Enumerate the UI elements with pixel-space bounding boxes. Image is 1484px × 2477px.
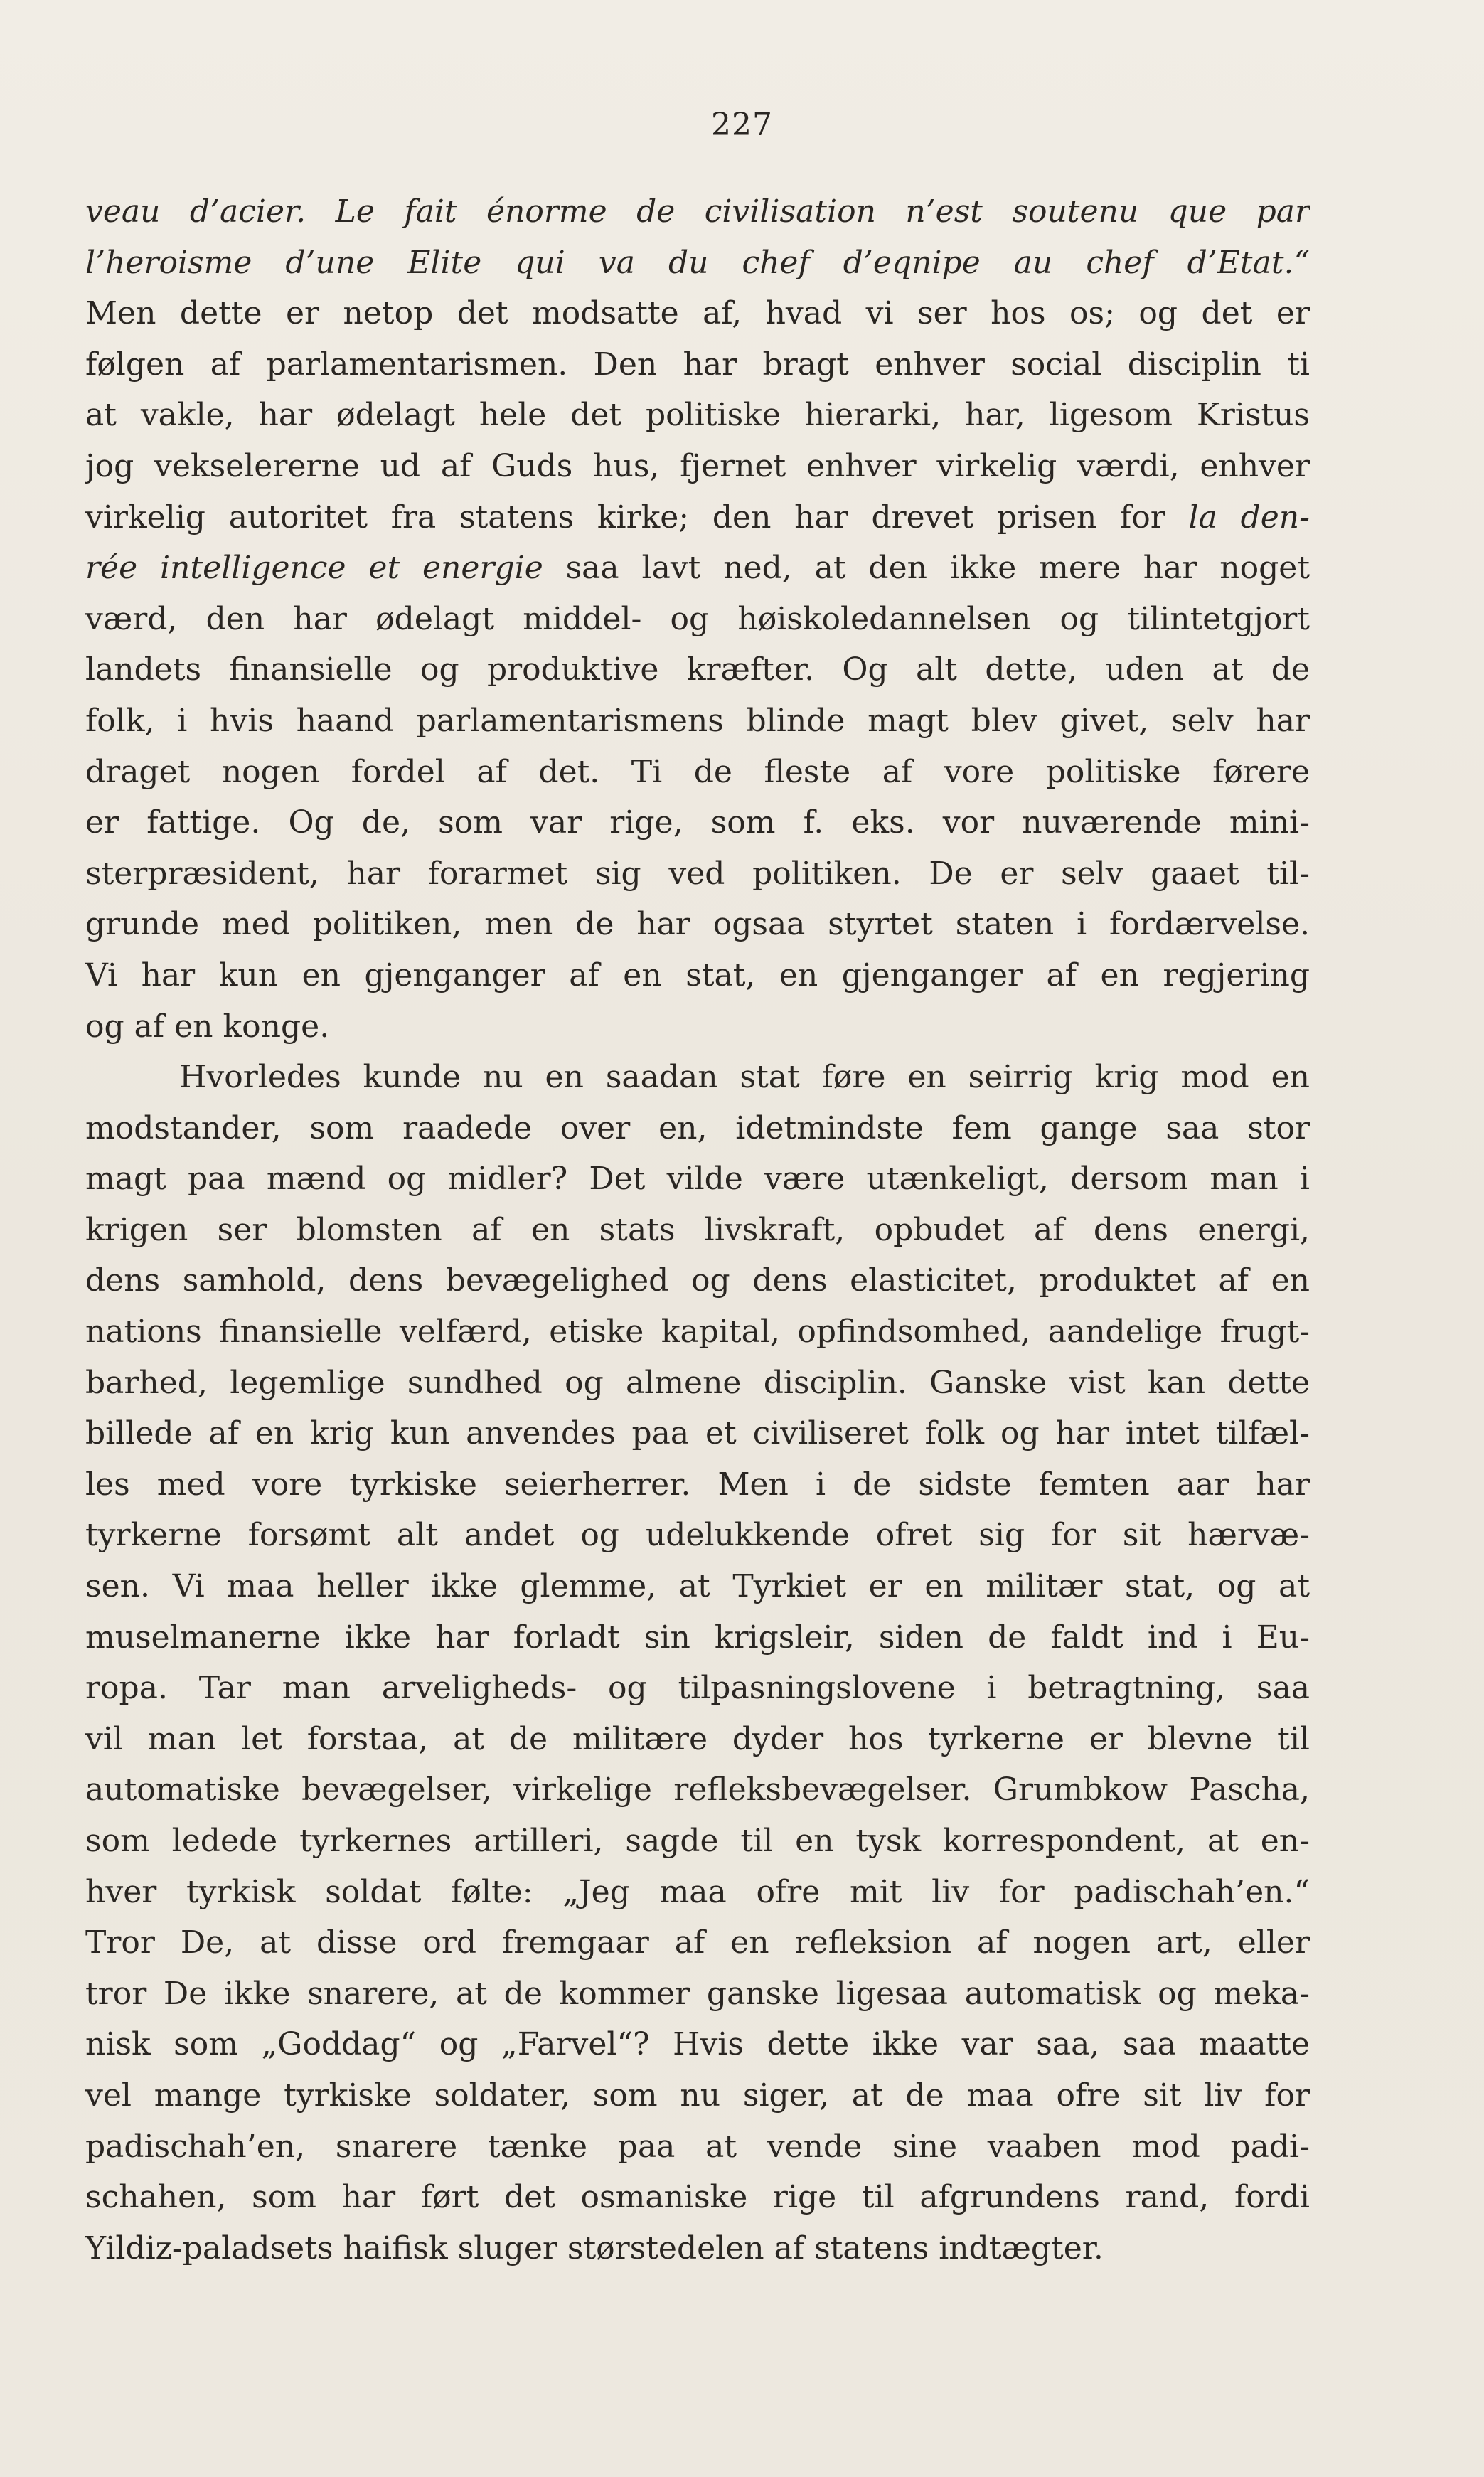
text-line — [85, 1154, 1310, 1205]
text-line — [85, 492, 1310, 543]
text-line — [85, 1714, 1310, 1765]
text-segment: nisk som „Goddag“ og „Farvel“? Hvis dette ikke var saa, saa maatte — [85, 2026, 1310, 2063]
text-segment: ropa. Tar man arveligheds- og tilpasningslovene i betragtning, saa — [85, 1670, 1310, 1707]
text-line — [85, 1306, 1310, 1358]
text-segment: les med vore tyrkiske seierherrer. Men i de sidste femten aar har — [85, 1466, 1310, 1503]
text-line — [85, 1459, 1310, 1511]
text-line — [85, 441, 1310, 492]
text-segment: tror De ikke snarere, at de kommer ganske ligesaa automatisk og meka- — [85, 1975, 1310, 2012]
text-line — [85, 1510, 1310, 1561]
text-line — [85, 2070, 1310, 2121]
text-segment: l’heroisme d’une Elite qui va du chef d’eqnipe au chef d’Etat.“ — [85, 244, 1310, 281]
text-line — [85, 1358, 1310, 1409]
text-line — [85, 543, 1310, 594]
text-line — [85, 1612, 1310, 1663]
text-segment: Hvorledes kunde nu en saadan stat føre en seirrig krig mod en — [179, 1059, 1310, 1096]
text-line — [85, 899, 1310, 950]
text-segment: jog vekselererne ud af Guds hus, fjernet enhver virkelig værdi, enhver — [85, 447, 1310, 484]
text-segment: rée intelligence et energie — [85, 550, 543, 587]
text-line — [85, 1867, 1310, 1918]
text-line — [85, 2223, 1310, 2274]
text-line — [85, 1969, 1310, 2020]
text-segment: sterpræsident, har forarmet sig ved politiken. De er selv gaaet til- — [85, 855, 1310, 892]
text-segment: saa lavt ned, at den ikke mere har noget — [543, 550, 1310, 587]
text-segment: barhed, legemlige sundhed og almene disciplin. Ganske vist kan dette — [85, 1364, 1310, 1401]
text-line — [85, 1764, 1310, 1816]
text-line — [85, 747, 1310, 798]
text-segment: folk, i hvis haand parlamentarismens blinde magt blev givet, selv har — [85, 702, 1310, 739]
text-segment: Men dette er netop det modsatte af, hvad vi ser hos os; og det er — [85, 295, 1310, 332]
text-segment: vil man let forstaa, at de militære dyder hos tyrkerne er blevne til — [85, 1720, 1310, 1757]
text-line — [85, 2172, 1310, 2223]
text-line — [85, 1103, 1310, 1154]
text-line — [85, 1816, 1310, 1867]
text-segment: modstander, som raadede over en, idetmindste fem gange saa stor — [85, 1109, 1310, 1146]
text-segment: magt paa mænd og midler? Det vilde være utænkeligt, dersom man i — [85, 1161, 1310, 1198]
text-line — [85, 1663, 1310, 1714]
text-line — [85, 696, 1310, 747]
text-segment: at vakle, har ødelagt hele det politiske hierarki, har, ligesom Kristus — [85, 397, 1310, 434]
text-segment: tyrkerne forsømt alt andet og udelukkende ofret sig for sit hærvæ- — [85, 1517, 1310, 1554]
text-segment: padischah’en, snarere tænke paa at vende sine vaaben mod padi- — [85, 2128, 1310, 2165]
text-line — [85, 390, 1310, 441]
body-text — [85, 186, 1310, 2274]
text-segment: som ledede tyrkernes artilleri, sagde til en tysk korrespondent, at en- — [85, 1823, 1310, 1859]
text-segment: er fattige. Og de, som var rige, som f. eks. vor nuværende mini- — [85, 804, 1310, 841]
text-segment: vel mange tyrkiske soldater, som nu siger, at de maa ofre sit liv for — [85, 2077, 1310, 2114]
text-segment: sen. Vi maa heller ikke glemme, at Tyrkiet er en militær stat, og at — [85, 1568, 1310, 1605]
text-line — [85, 238, 1310, 289]
text-segment: Tror De, at disse ord fremgaar af en refleksion af nogen art, eller — [85, 1924, 1310, 1961]
text-line — [85, 797, 1310, 848]
text-line — [85, 1001, 1310, 1053]
text-segment: schahen, som har ført det osmaniske rige til afgrundens rand, fordi — [85, 2179, 1310, 2216]
text-line — [85, 2019, 1310, 2070]
text-line — [85, 848, 1310, 900]
text-segment: billede af en krig kun anvendes paa et civiliseret folk og har intet tilfæl- — [85, 1415, 1310, 1452]
text-segment: automatiske bevægelser, virkelige refleksbevægelser. Grumbkow Pascha, — [85, 1772, 1310, 1809]
text-segment: landets finansielle og produktive kræfter. Og alt dette, uden at de — [85, 651, 1310, 688]
text-segment: grunde med politiken, men de har ogsaa styrtet staten i fordærvelse. — [85, 906, 1310, 943]
text-segment: følgen af parlamentarismen. Den har bragt enhver social disciplin ti — [85, 346, 1310, 383]
text-segment: virkelig autoritet fra statens kirke; den har drevet prisen for — [85, 499, 1189, 536]
text-line — [85, 2121, 1310, 2173]
text-line — [85, 288, 1310, 339]
text-segment: værd, den har ødelagt middel- og høiskoledannelsen og tilintetgjort — [85, 600, 1310, 637]
text-line — [85, 1408, 1310, 1459]
text-line — [85, 1917, 1310, 1969]
text-segment: og af en konge. — [85, 1008, 330, 1045]
text-segment: muselmanerne ikke har forladt sin krigsleir, siden de faldt ind i Eu- — [85, 1619, 1310, 1656]
text-segment: la den- — [1188, 499, 1310, 536]
text-segment: dens samhold, dens bevægelighed og dens elasticitet, produktet af en — [85, 1262, 1310, 1299]
text-segment: Yildiz-paladsets haifisk sluger størstedelen af statens indtægter. — [85, 2230, 1104, 2266]
text-line — [85, 1205, 1310, 1256]
text-segment: Vi har kun en gjenganger af en stat, en gjenganger af en regjering — [85, 957, 1310, 994]
text-segment: nations finansielle velfærd, etiske kapital, opfindsomhed, aandelige frugt- — [85, 1314, 1310, 1351]
text-line — [85, 339, 1310, 390]
text-segment: draget nogen fordel af det. Ti de fleste af vore politiske førere — [85, 753, 1310, 790]
text-line — [85, 594, 1310, 645]
text-line — [85, 1052, 1310, 1103]
text-line — [85, 1255, 1310, 1306]
text-segment: veau d’acier. Le fait énorme de civilisation n’est soutenu que par — [85, 193, 1310, 230]
text-segment: hver tyrkisk soldat følte: „Jeg maa ofre mit liv for padischah’en.“ — [85, 1873, 1310, 1910]
text-segment: krigen ser blomsten af en stats livskraft, opbudet af dens energi, — [85, 1211, 1310, 1248]
text-line — [85, 1561, 1310, 1612]
text-line — [85, 950, 1310, 1001]
text-line — [85, 186, 1310, 238]
page-number: 227 — [711, 107, 773, 143]
text-line — [85, 644, 1310, 696]
